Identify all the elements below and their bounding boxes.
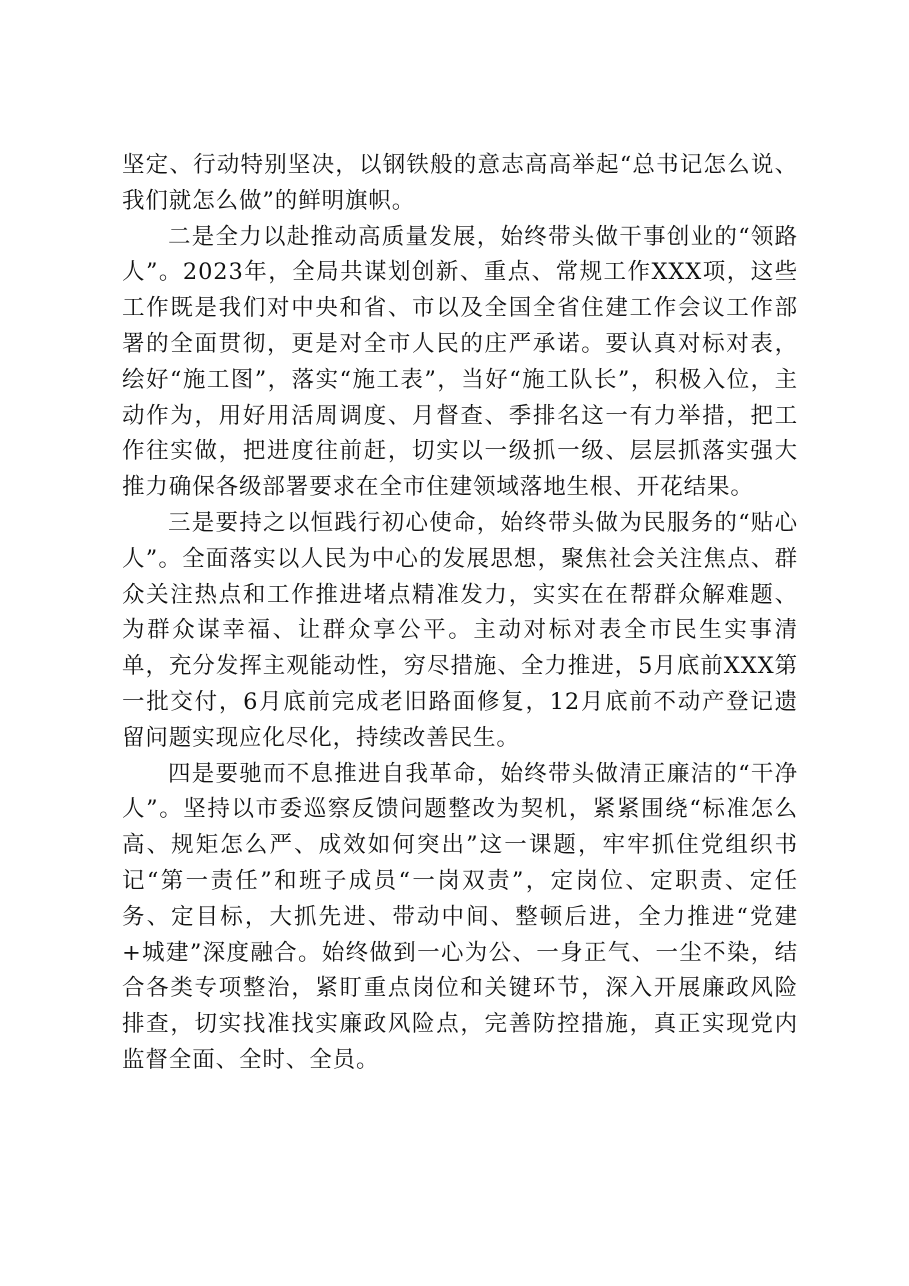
paragraph-1: 坚定、行动特别坚决，以钢铁般的意志高高举起“总书记怎么说、我们就怎么做”的鲜明旗帜。 [122,152,798,214]
paragraph-3: 三是要持之以恒践行初心使命，始终带头做为民服务的“贴心人”。全面落实以人民为中心的发展思想，聚焦社会关注焦点、群众关注热点和工作推进堵点精准发力，实实在在帮群众解难题、为群众谋幸福、让群众享公平。主动对标对表全市民生实事清单，充分发挥主观能动性，穷尽措施、全力推进，5月底前XXX第一批交付，6月底前完成老旧路面修复，12月底前不动产登记遗留问题实现应化尽化，持续改善民生。 [122,509,798,751]
paragraph-2: 二是全力以赴推动高质量发展，始终带头做干事创业的“领路人”。2023年，全局共谋划创新、重点、常规工作XXX项，这些工作既是我们对中央和省、市以及全国全省住建工作会议工作部署的全面贯彻，更是对全市人民的庄严承诺。要认真对标对表，绘好“施工图”，落实“施工表”，当好“施工队长”，积极入位，主动作为，用好用活周调度、月督查、季排名这一有力举措，把工作往实做，把进度往前赶，切实以一级抓一级、层层抓落实强大推力确保各级部署要求在全市住建领域落地生根、开花结果。 [122,223,798,501]
document-page [122,148,798,1079]
paragraph-4: 四是要驰而不息推进自我革命，始终带头做清正廉洁的“干净人”。坚持以市委巡察反馈问题整改为契机，紧紧围绕“标准怎么高、规矩怎么严、成效如何突出”这一课题，牢牢抓住党组织书记“第一责任”和班子成员“一岗双责”，定岗位、定职责、定任务、定目标，大抓先进、带动中间、整顿后进，全力推进“党建+城建”深度融合。始终做到一心为公、一身正气、一尘不染，结合各类专项整治，紧盯重点岗位和关键环节，深入开展廉政风险排查，切实找准找实廉政风险点，完善防控措施，真正实现党内监督全面、全时、全员。 [122,760,798,1073]
